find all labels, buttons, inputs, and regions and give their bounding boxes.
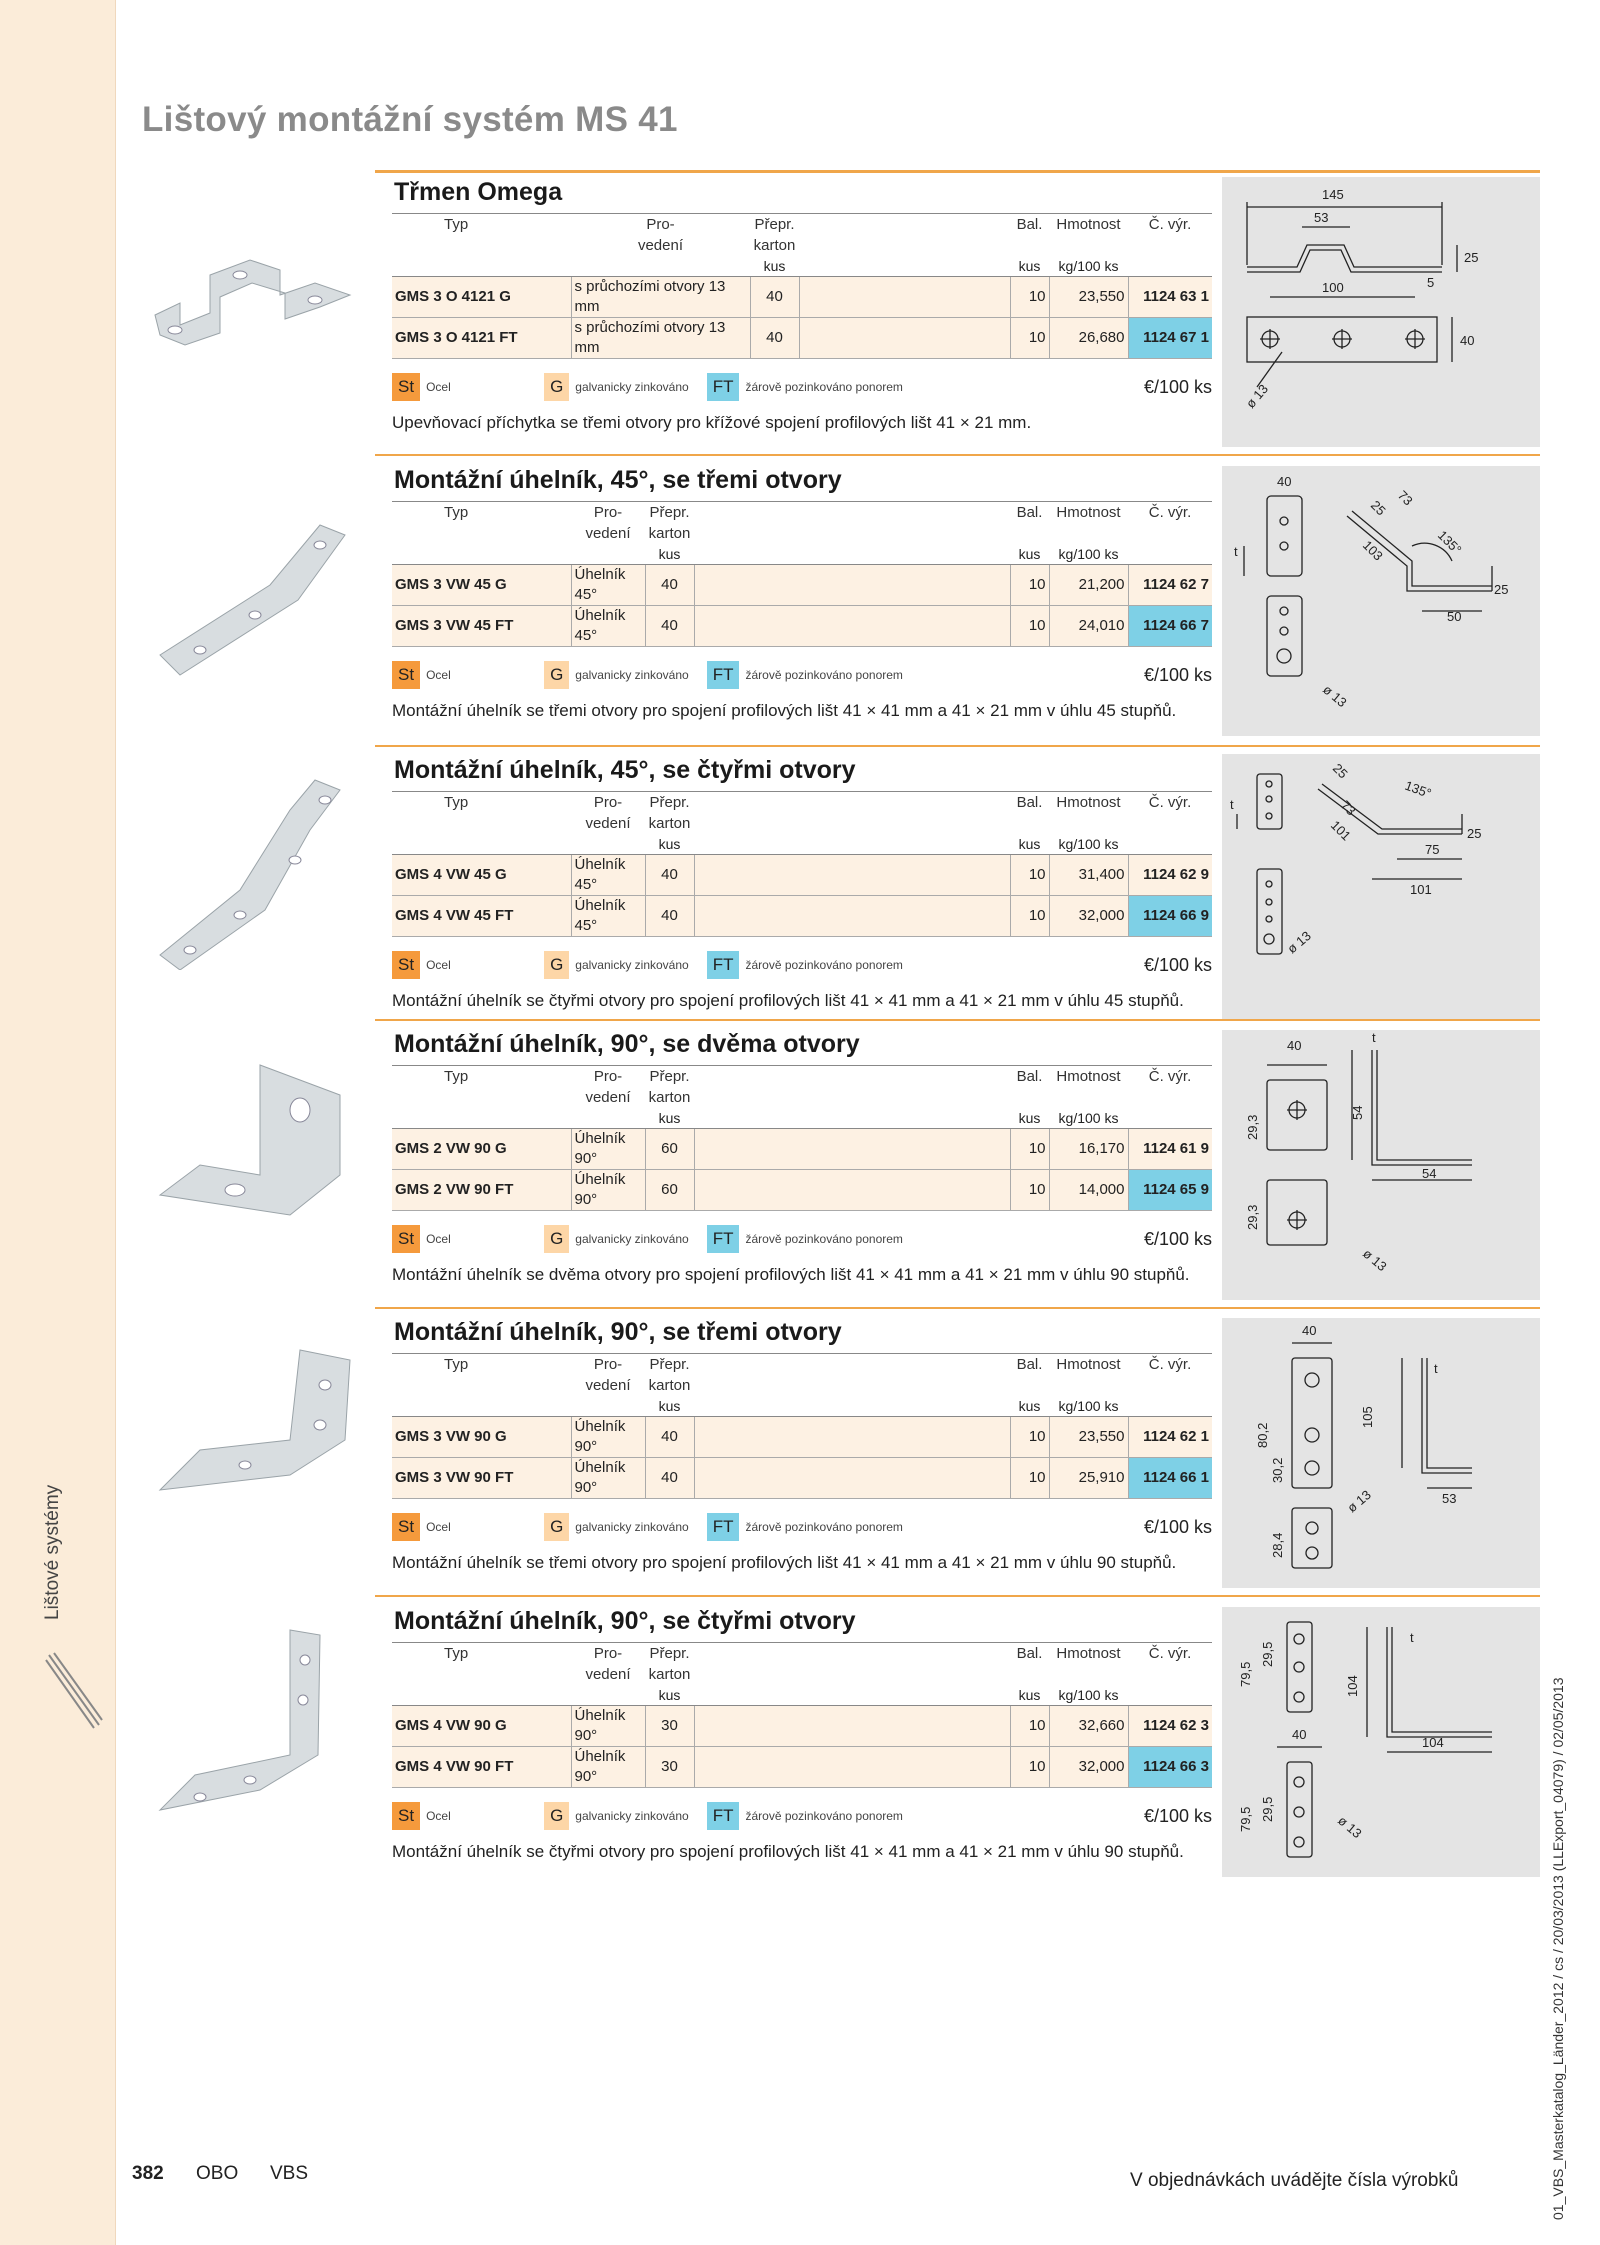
dim-label: 100 [1322,280,1344,295]
spec-table [392,1642,1212,1788]
unit-kus: kus [750,256,799,277]
product-photo-90-3 [140,1345,370,1510]
dim-label: 104 [1345,1675,1360,1697]
unit-kg: kg/100 ks [1049,256,1128,277]
page-title: Lištový montážní systém MS 41 [142,100,678,139]
unit-kg: kg/100 ks [1049,1685,1128,1706]
dim-label: 101 [1327,817,1354,844]
col-cvyr: Č. výr. [1148,1356,1192,1373]
drawing-90-3 [1222,1318,1540,1588]
col-vedeni: vedení [637,237,684,254]
badge-g: G [544,661,569,689]
dim-label: 53 [1442,1491,1457,1506]
col-bal: Bal. [1016,1356,1043,1373]
col-vedeni: vedení [585,815,631,832]
dim-label: 53 [1314,210,1329,225]
spec-table [392,1065,1212,1211]
material-legend [392,1802,1212,1830]
badge-st: St [392,1225,420,1253]
cell-code: 1124 66 1 [1128,1458,1212,1499]
badge-st: St [392,951,420,979]
legend-g-text: galvanicky zinkováno [575,1520,689,1534]
cell-bal: 10 [1010,1706,1049,1747]
cell-typ: GMS 3 VW 45 FT [392,606,571,647]
section-90-2 [392,1030,1212,1286]
cell-karton: 40 [645,855,694,896]
table-row [392,1170,1212,1211]
dim-label: 29,3 [1245,1114,1260,1140]
table-row [392,1129,1212,1170]
cell-typ: GMS 4 VW 45 G [392,855,571,896]
dim-label: 135° [1434,527,1465,558]
col-vedeni: vedení [585,1377,631,1394]
badge-g: G [544,373,569,401]
dim-label: 25 [1494,582,1509,597]
material-legend [392,373,1212,401]
dim-label: 50 [1447,609,1462,624]
unit-kg: kg/100 ks [1049,1108,1128,1129]
col-karton: karton [648,1666,691,1683]
cell-typ: GMS 3 VW 90 G [392,1417,571,1458]
dim-label: 40 [1292,1727,1307,1742]
spec-table [392,1353,1212,1499]
section-title: Třmen Omega [394,178,563,206]
dim-label: 79,5 [1238,1661,1253,1687]
cell-karton: 30 [645,1706,694,1747]
badge-ft: FT [707,1802,740,1830]
col-pro: Pro- [593,794,623,811]
cell-karton: 40 [645,606,694,647]
left-strip [0,0,115,2245]
header-rule [375,170,1540,173]
cell-code: 1124 62 7 [1128,565,1212,606]
section-description: Montážní úhelník se dvěma otvory pro spojení profilových lišt 41 × 41 mm a 41 × 21 mm v úhlu 90 stupňů. [392,1265,1190,1284]
cell-hm: 16,170 [1049,1129,1128,1170]
cell-hm: 32,000 [1049,896,1128,937]
dim-label: 29,5 [1260,1796,1275,1822]
dim-label: ø 13 [1284,928,1314,957]
cell-typ: GMS 3 VW 45 G [392,565,571,606]
badge-st: St [392,1513,420,1541]
col-pro: Pro- [593,504,623,521]
table-row [392,277,1212,318]
section-divider [375,454,1540,456]
badge-st: St [392,373,420,401]
dim-label: 40 [1287,1038,1302,1053]
section-omega [392,178,1212,434]
badge-g: G [544,951,569,979]
unit-kus: kus [1010,544,1049,565]
unit-kus: kus [1010,256,1049,277]
legend-g-text: galvanicky zinkováno [575,1809,689,1823]
cell-proved: Úhelník 90° [571,1129,645,1170]
col-bal: Bal. [1016,794,1043,811]
cell-typ: GMS 4 VW 90 FT [392,1747,571,1788]
col-karton: karton [648,525,691,542]
cell-typ: GMS 4 VW 45 FT [392,896,571,937]
dim-label: 54 [1422,1166,1437,1181]
section-90-4 [392,1607,1212,1863]
col-hmotnost: Hmotnost [1056,794,1121,811]
cell-hm: 24,010 [1049,606,1128,647]
drawing-omega [1222,177,1540,447]
cell-hm: 21,200 [1049,565,1128,606]
material-legend [392,1513,1212,1541]
cell-proved: Úhelník 90° [571,1747,645,1788]
cell-hm: 31,400 [1049,855,1128,896]
dim-label: 73 [1337,797,1359,819]
product-photo-45-4 [140,770,370,970]
table-row [392,855,1212,896]
dim-label: ø 13 [1320,681,1350,711]
price-unit: €/100 ks [1143,1228,1212,1249]
cell-proved: Úhelník 45° [571,855,645,896]
unit-kus: kus [1010,1685,1049,1706]
cell-typ: GMS 3 O 4121 FT [392,318,571,359]
unit-kus: kus [1010,1108,1049,1129]
col-prepr: Přepr. [649,504,690,521]
col-prepr: Přepr. [754,216,795,233]
section-divider [375,745,1540,747]
drawing-45-3 [1222,466,1540,736]
dim-label: 104 [1422,1735,1444,1750]
cell-karton: 60 [645,1129,694,1170]
dim-label: 103 [1359,537,1386,564]
cell-bal: 10 [1010,855,1049,896]
dim-label: ø 13 [1335,1812,1365,1842]
legend-ft-text: žárově pozinkováno ponorem [745,958,903,972]
price-unit: €/100 ks [1143,1516,1212,1537]
col-prepr: Přepr. [649,794,690,811]
col-typ: Typ [444,1356,469,1373]
dim-label: t [1372,1030,1376,1045]
document-meta: 01_VBS_Masterkatalog_Länder_2012 / cs / 20/03/2013 (LLExport_04079) / 02/05/2013 [1550,1677,1566,2220]
section-90-3 [392,1318,1212,1574]
legend-ft-text: žárově pozinkováno ponorem [745,380,903,394]
dim-label: 5 [1427,275,1435,290]
table-row [392,1706,1212,1747]
col-vedeni: vedení [585,1089,631,1106]
cell-proved: Úhelník 90° [571,1458,645,1499]
table-row [392,565,1212,606]
badge-st: St [392,1802,420,1830]
spec-table [392,213,1212,359]
dim-label: 75 [1425,842,1440,857]
legend-st-text: Ocel [426,380,451,394]
col-pro: Pro- [593,1356,623,1373]
dim-label: t [1234,544,1238,559]
dim-label: t [1230,797,1234,812]
col-hmotnost: Hmotnost [1056,1356,1121,1373]
price-unit: €/100 ks [1143,376,1212,397]
left-strip-edge [115,0,116,2245]
drawing-45-4 [1222,754,1540,1019]
section-divider [375,1019,1540,1021]
col-karton: karton [648,1377,691,1394]
legend-ft-text: žárově pozinkováno ponorem [745,668,903,682]
cell-proved: Úhelník 90° [571,1170,645,1211]
dim-label: 73 [1394,487,1416,509]
footer-note: V objednávkách uvádějte čísla výrobků [1130,2170,1459,2191]
section-title: Montážní úhelník, 45°, se čtyřmi otvory [394,756,856,784]
cell-proved: s průchozími otvory 13 mm [571,318,750,359]
dim-label: 145 [1322,187,1344,202]
cell-bal: 10 [1010,1747,1049,1788]
badge-ft: FT [707,373,740,401]
col-bal: Bal. [1016,1645,1043,1662]
col-cvyr: Č. výr. [1148,216,1192,233]
unit-kus: kus [645,1396,694,1417]
col-karton: karton [753,237,796,254]
unit-kus: kus [645,544,694,565]
badge-ft: FT [707,661,740,689]
unit-kus: kus [645,1108,694,1129]
cell-hm: 32,000 [1049,1747,1128,1788]
col-hmotnost: Hmotnost [1056,504,1121,521]
cell-code: 1124 65 9 [1128,1170,1212,1211]
dim-label: ø 13 [1344,1487,1374,1516]
product-photo-90-2 [140,1055,370,1235]
page-number: 382 [132,2163,164,2184]
spec-table [392,791,1212,937]
spec-table [392,501,1212,647]
cell-code: 1124 63 1 [1128,277,1212,318]
col-typ: Typ [444,1068,469,1085]
price-unit: €/100 ks [1143,664,1212,685]
drawing-90-2 [1222,1030,1540,1300]
col-hmotnost: Hmotnost [1056,1645,1121,1662]
col-typ: Typ [444,794,469,811]
cell-karton: 40 [645,1458,694,1499]
badge-ft: FT [707,1225,740,1253]
legend-st-text: Ocel [426,668,451,682]
unit-kg: kg/100 ks [1049,1396,1128,1417]
dim-label: 40 [1460,333,1475,348]
legend-g-text: galvanicky zinkováno [575,380,689,394]
section-title: Montážní úhelník, 45°, se třemi otvory [394,466,842,494]
cell-code: 1124 62 9 [1128,855,1212,896]
table-row [392,896,1212,937]
cell-code: 1124 62 1 [1128,1417,1212,1458]
cell-bal: 10 [1010,565,1049,606]
col-hmotnost: Hmotnost [1056,216,1121,233]
legend-g-text: galvanicky zinkováno [575,958,689,972]
section-description: Montážní úhelník se třemi otvory pro spojení profilových lišt 41 × 41 mm a 41 × 21 mm v úhlu 90 stupňů. [392,1553,1177,1572]
product-photo-45-3 [140,505,370,695]
cell-karton: 30 [645,1747,694,1788]
col-hmotnost: Hmotnost [1056,1068,1121,1085]
cell-code: 1124 66 7 [1128,606,1212,647]
dim-label: 79,5 [1238,1806,1253,1832]
col-cvyr: Č. výr. [1148,794,1192,811]
cell-bal: 10 [1010,277,1049,318]
product-photo-90-4 [140,1625,370,1825]
cell-hm: 23,550 [1049,277,1128,318]
col-vedeni: vedení [585,1666,631,1683]
col-prepr: Přepr. [649,1068,690,1085]
cell-proved: Úhelník 45° [571,896,645,937]
dim-label: 30,2 [1270,1457,1285,1483]
cell-bal: 10 [1010,318,1049,359]
col-cvyr: Č. výr. [1148,504,1192,521]
cell-typ: GMS 2 VW 90 G [392,1129,571,1170]
dim-label: 28,4 [1270,1532,1285,1558]
unit-kg: kg/100 ks [1049,544,1128,565]
price-unit: €/100 ks [1143,1805,1212,1826]
legend-ft-text: žárově pozinkováno ponorem [745,1809,903,1823]
material-legend [392,661,1212,689]
section-45-3 [392,466,1212,722]
col-typ: Typ [444,1645,469,1662]
cell-hm: 14,000 [1049,1170,1128,1211]
col-pro: Pro- [646,216,675,233]
table-row [392,606,1212,647]
cell-bal: 10 [1010,1417,1049,1458]
section-title: Montážní úhelník, 90°, se dvěma otvory [394,1030,860,1058]
dim-label: 54 [1350,1105,1365,1120]
unit-kus: kus [645,1685,694,1706]
dim-label: 105 [1360,1406,1375,1428]
cell-code: 1124 66 3 [1128,1747,1212,1788]
col-pro: Pro- [593,1068,623,1085]
drawing-90-4 [1222,1607,1540,1877]
section-45-4 [392,756,1212,1012]
cell-proved: Úhelník 45° [571,565,645,606]
unit-kg: kg/100 ks [1049,834,1128,855]
dim-label: 40 [1302,1323,1317,1338]
price-unit: €/100 ks [1143,954,1212,975]
cell-karton: 40 [750,277,799,318]
section-divider [375,1595,1540,1597]
cell-bal: 10 [1010,606,1049,647]
section-title: Montážní úhelník, 90°, se čtyřmi otvory [394,1607,856,1635]
badge-g: G [544,1513,569,1541]
col-cvyr: Č. výr. [1148,1068,1192,1085]
unit-kus: kus [645,834,694,855]
section-description: Montážní úhelník se čtyřmi otvory pro spojení profilových lišt 41 × 41 mm a 41 × 21 mm v úhlu 45 stupňů. [392,991,1184,1010]
badge-ft: FT [707,1513,740,1541]
dim-label: 25 [1329,760,1351,782]
dim-label: 25 [1464,250,1479,265]
section-description: Montážní úhelník se čtyřmi otvory pro spojení profilových lišt 41 × 41 mm a 41 × 21 mm v úhlu 90 stupňů. [392,1842,1184,1861]
cell-typ: GMS 2 VW 90 FT [392,1170,571,1211]
dim-label: ø 13 [1242,381,1272,411]
cell-bal: 10 [1010,1458,1049,1499]
cell-hm: 26,680 [1049,318,1128,359]
cell-hm: 32,660 [1049,1706,1128,1747]
material-legend [392,951,1212,979]
col-bal: Bal. [1016,216,1043,233]
cell-proved: Úhelník 90° [571,1417,645,1458]
cell-code: 1124 61 9 [1128,1129,1212,1170]
badge-g: G [544,1802,569,1830]
cell-proved: Úhelník 90° [571,1706,645,1747]
legend-ft-text: žárově pozinkováno ponorem [745,1520,903,1534]
side-label: Lištové systémy [42,1484,63,1620]
cell-code: 1124 66 9 [1128,896,1212,937]
col-vedeni: vedení [585,525,631,542]
col-karton: karton [648,1089,691,1106]
dim-label: ø 13 [1360,1245,1390,1275]
rail-icon [44,1650,104,1730]
cell-code: 1124 67 1 [1128,318,1212,359]
brand-label: OBO [196,2163,239,2184]
cell-hm: 25,910 [1049,1458,1128,1499]
badge-g: G [544,1225,569,1253]
unit-kus: kus [1010,834,1049,855]
col-typ: Typ [444,504,469,521]
cell-karton: 40 [645,896,694,937]
col-pro: Pro- [593,1645,623,1662]
cell-typ: GMS 3 O 4121 G [392,277,571,318]
legend-ft-text: žárově pozinkováno ponorem [745,1232,903,1246]
dim-label: 101 [1410,882,1432,897]
legend-st-text: Ocel [426,1520,451,1534]
legend-st-text: Ocel [426,1232,451,1246]
cell-code: 1124 62 3 [1128,1706,1212,1747]
cell-bal: 10 [1010,1129,1049,1170]
catalog-label: VBS [270,2163,309,2184]
cell-typ: GMS 4 VW 90 G [392,1706,571,1747]
legend-st-text: Ocel [426,1809,451,1823]
col-prepr: Přepr. [649,1356,690,1373]
cell-karton: 40 [645,565,694,606]
dim-label: 25 [1367,497,1389,519]
col-typ: Typ [444,216,469,233]
dim-label: 25 [1467,826,1482,841]
cell-typ: GMS 3 VW 90 FT [392,1458,571,1499]
product-photo-omega [140,245,370,355]
section-description: Upevňovací příchytka se třemi otvory pro křížové spojení profilových lišt 41 × 21 mm. [392,413,1032,432]
col-bal: Bal. [1016,1068,1043,1085]
dim-label: t [1410,1630,1414,1645]
table-row [392,1747,1212,1788]
legend-st-text: Ocel [426,958,451,972]
section-description: Montážní úhelník se třemi otvory pro spojení profilových lišt 41 × 41 mm a 41 × 21 mm v úhlu 45 stupňů. [392,701,1177,720]
unit-kus: kus [1010,1396,1049,1417]
dim-label: 29,5 [1260,1641,1275,1667]
table-row [392,1417,1212,1458]
dim-label: 40 [1277,474,1292,489]
badge-ft: FT [707,951,740,979]
cell-karton: 40 [750,318,799,359]
legend-g-text: galvanicky zinkováno [575,1232,689,1246]
cell-hm: 23,550 [1049,1417,1128,1458]
cell-bal: 10 [1010,1170,1049,1211]
col-prepr: Přepr. [649,1645,690,1662]
cell-proved: s průchozími otvory 13 mm [571,277,750,318]
dim-label: t [1434,1361,1438,1376]
table-row [392,1458,1212,1499]
cell-karton: 40 [645,1417,694,1458]
dim-label: 135° [1402,777,1434,802]
table-row [392,318,1212,359]
material-legend [392,1225,1212,1253]
dim-label: 80,2 [1255,1422,1270,1448]
section-title: Montážní úhelník, 90°, se třemi otvory [394,1318,842,1346]
cell-bal: 10 [1010,896,1049,937]
col-karton: karton [648,815,691,832]
legend-g-text: galvanicky zinkováno [575,668,689,682]
col-cvyr: Č. výr. [1148,1645,1192,1662]
cell-karton: 60 [645,1170,694,1211]
section-divider [375,1307,1540,1309]
badge-st: St [392,661,420,689]
col-bal: Bal. [1016,504,1043,521]
dim-label: 29,3 [1245,1204,1260,1230]
cell-proved: Úhelník 45° [571,606,645,647]
